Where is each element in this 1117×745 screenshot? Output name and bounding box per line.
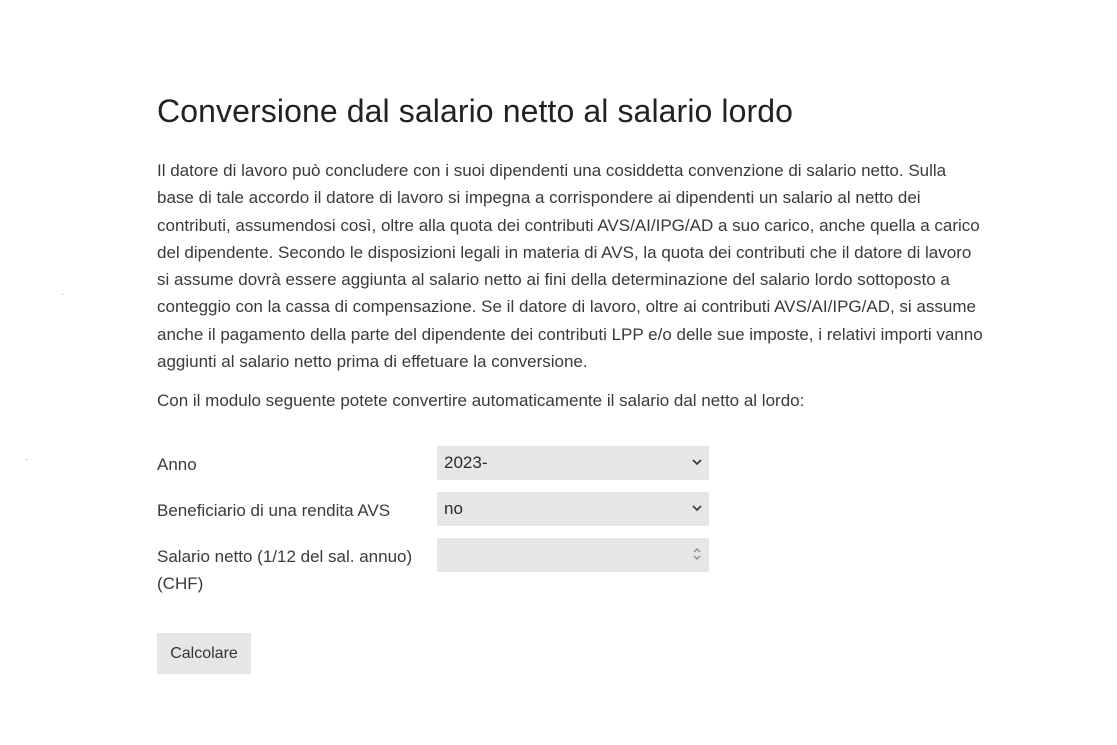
year-selected-value: 2023- [444, 453, 488, 473]
stray-dot [62, 294, 63, 295]
conversion-form [157, 446, 987, 674]
chevron-down-icon [690, 454, 704, 470]
spinner-arrows-icon[interactable] [690, 546, 704, 562]
ahv-pension-select[interactable] [437, 492, 709, 526]
year-row [157, 446, 987, 480]
net-salary-input[interactable] [437, 538, 709, 572]
calculate-button[interactable]: Calcolare [157, 633, 251, 674]
ahv-pension-label: Beneficiario di una rendita AVS [157, 501, 391, 521]
main-content [157, 90, 987, 674]
net-salary-label: Salario netto (1/12 del sal. annuo) (CHF) [157, 547, 413, 594]
chevron-down-icon [690, 500, 704, 516]
net-salary-field [437, 538, 709, 572]
ahv-pension-row [157, 492, 987, 526]
intro-paragraph: Il datore di lavoro può concludere con i suoi dipendenti una cosiddetta convenzione di salario netto. Sulla base di tale accordo il datore di lavoro si impegna a corrispondere ai dipendenti un salario al netto dei contributi, assumendosi così, oltre alla quota dei contributi AVS/AI/IPG/AD a suo carico, anche quella a carico del dipendente. Secondo le disposizioni legali in materia di AVS, la quota dei contributi che il datore di lavoro si assume dovrà essere aggiunta al salario netto ai fini della determinazione del salario lordo sottoposto a conteggio con la cassa di compensazione. Se il datore di lavoro, oltre ai contributi AVS/AI/IPG/AD, si assume anche il pagamento della parte del dipendente dei contributi LPP e/o delle sue imposte, i relativi importi vanno aggiunti al salario netto prima di effetuare la conversione. [157, 161, 983, 372]
lead-paragraph: Con il modulo seguente potete convertire automaticamente il salario dal netto al lordo: [157, 391, 805, 411]
net-salary-row [157, 538, 987, 597]
stray-dot [26, 459, 27, 460]
ahv-pension-selected-value: no [444, 499, 463, 519]
page-title: Conversione dal salario netto al salario lordo [157, 93, 794, 129]
year-label: Anno [157, 455, 197, 475]
year-select[interactable] [437, 446, 709, 480]
